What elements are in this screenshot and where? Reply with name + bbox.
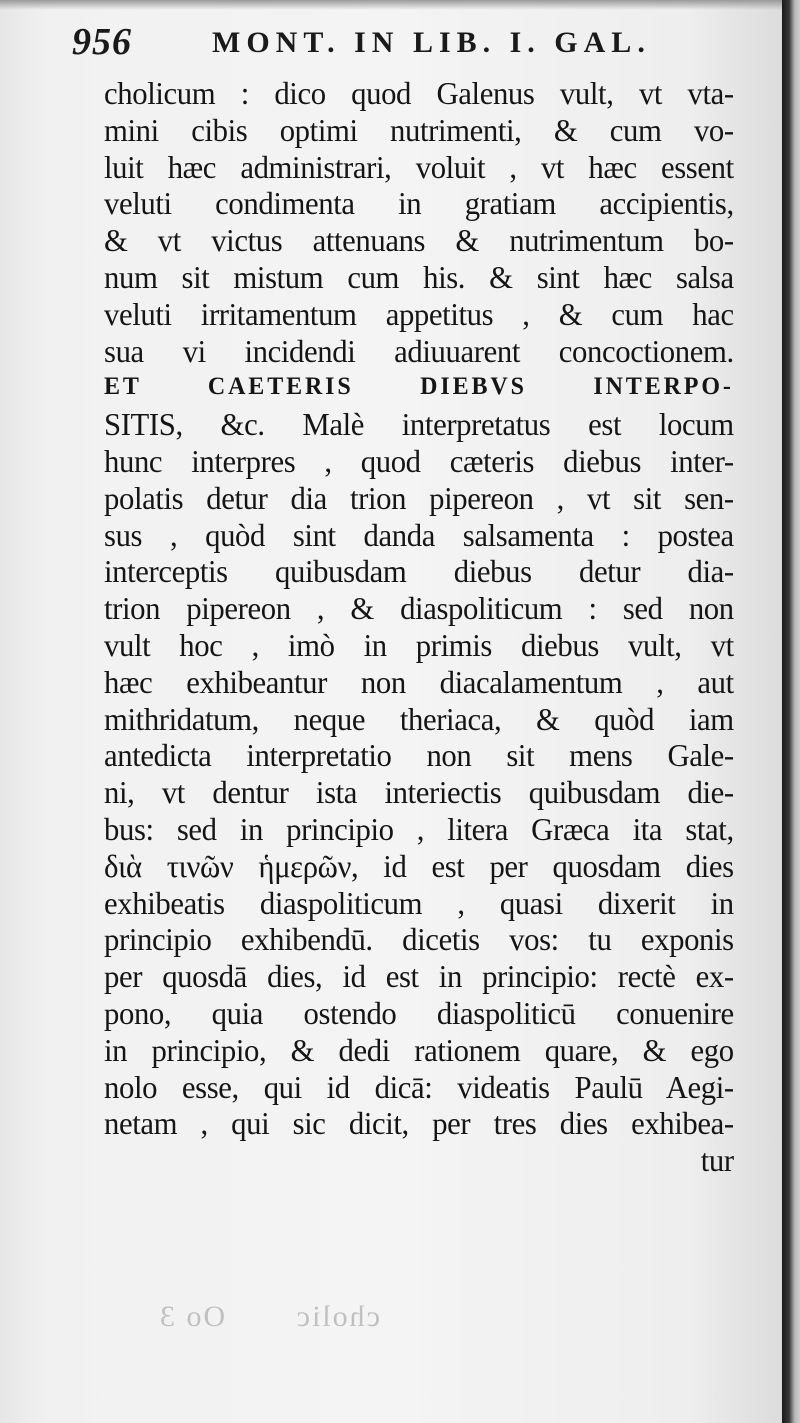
text-line: vult hoc , imò in primis diebus vult, vt bbox=[104, 626, 734, 663]
bleed-through-text bbox=[98, 1300, 380, 1334]
text-line: per quosdā dies, id est in principio: rectè ex- bbox=[104, 958, 734, 995]
text-line: netam , qui sic dicit, per tres dies exhibea- bbox=[104, 1105, 734, 1142]
text-line: luit hæc administrari, voluit , vt hæc essent bbox=[104, 148, 734, 185]
text-line: in principio, & dedi rationem quare, & ego bbox=[104, 1031, 734, 1068]
bleed-through-signature: Oo 3 bbox=[158, 1300, 226, 1333]
text-line: cholicum : dico quod Galenus vult, vt vta- bbox=[104, 75, 734, 111]
text-line: antedicta interpretatio non sit mens Gale- bbox=[104, 737, 734, 774]
text-line: num sit mistum cum his. & sint hæc salsa bbox=[104, 258, 734, 295]
text-line: bus: sed in principio , litera Græca ita stat, bbox=[104, 810, 734, 847]
text-line: mini cibis optimi nutrimenti, & cum vo- bbox=[104, 111, 734, 148]
page-header bbox=[72, 18, 752, 68]
text-line: pono, quia ostendo diaspoliticū conuenire bbox=[104, 994, 734, 1031]
text-line: veluti irritamentum appetitus , & cum hac bbox=[104, 295, 734, 332]
text-line: principio exhibendū. dicetis vos: tu exponis bbox=[104, 921, 734, 958]
running-head: MONT. IN LIB. I. GAL. bbox=[212, 26, 651, 59]
text-line: trion pipereon , & diaspoliticum : sed non bbox=[104, 590, 734, 627]
text-line: exhibeatis diaspoliticum , quasi dixerit in bbox=[104, 884, 734, 921]
text-line: sus , quòd sint danda salsamenta : postea bbox=[104, 516, 734, 553]
text-line: mithridatum, neque theriaca, & quòd iam bbox=[104, 700, 734, 737]
text-line: & vt victus attenuans & nutrimentum bo- bbox=[104, 222, 734, 259]
page-top-shadow bbox=[0, 0, 782, 10]
text-line: polatis detur dia trion pipereon , vt sit sen- bbox=[104, 479, 734, 516]
text-line: hunc interpres , quod cæteris diebus inter- bbox=[104, 442, 734, 479]
text-line: διὰ τινῶν ἡμερῶν, id est per quosdam dies bbox=[104, 847, 734, 884]
text-line: SITIS, &c. Malè interpretatus est locum bbox=[104, 406, 734, 443]
text-line: hæc exhibeantur non diacalamentum , aut bbox=[104, 663, 734, 700]
text-line: nolo esse, qui id dicā: videatis Paulū Aegi- bbox=[104, 1068, 734, 1105]
bleed-through-fragment: cholic bbox=[294, 1300, 380, 1333]
page-gutter-edge bbox=[782, 0, 800, 1423]
text-line: ni, vt dentur ista interiectis quibusdam die- bbox=[104, 774, 734, 811]
text-line: ET CAETERIS DIEBVS INTERPO- bbox=[104, 373, 734, 401]
text-line: tur bbox=[700, 1142, 734, 1179]
body-text bbox=[104, 75, 734, 1179]
text-line: interceptis quibusdam diebus detur dia- bbox=[104, 553, 734, 590]
text-line: sua vi incidendi adiuuarent concoctionem. bbox=[104, 332, 734, 369]
text-line: veluti condimenta in gratiam accipientis, bbox=[104, 185, 734, 222]
page-number: 956 bbox=[72, 21, 132, 63]
